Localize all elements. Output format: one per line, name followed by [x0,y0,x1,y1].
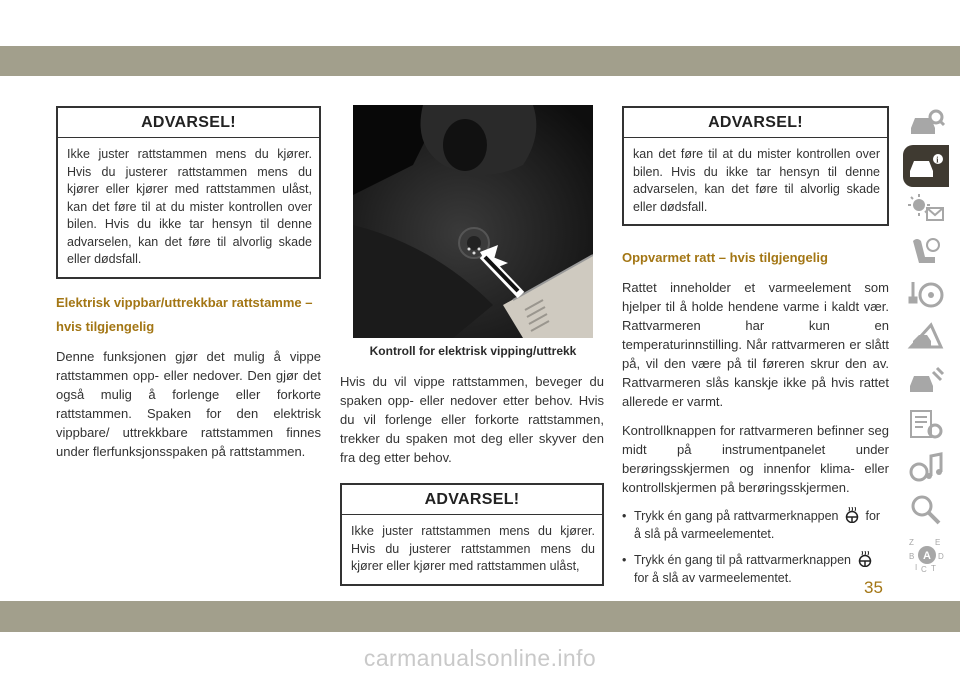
page-number: 35 [864,578,883,597]
header-band [0,46,960,76]
warning-body: Ikke juster rattstammen mens du kjører. Hvis du justerer rattstammen mens du kjører eller kjører med rattstammen ulåst, kan det føre til at du mister kontrollen over bilen. Hvis du ikke tar hensyn til denne advarselen, kan det føre til alvorlig skade eller dødsfall. [67,147,312,266]
car-magnifier-icon [907,106,945,140]
steering-wheel-heat-icon [857,551,873,567]
body-paragraph: Denne funksjonen gjør det mulig å vippe rattstammen opp- eller nedover. Den gjør det også mulig å forlenge eller forkorte rattstammen. Spaken for den elektrisk vippbare/ uttrekkbare rattstammen finnes under flerfunksjonsspaken på rattstammen. [56,348,321,459]
warning-box [622,106,889,226]
left-column [56,106,321,471]
section-heading: Elektrisk vippbar/uttrekkbar rattstamme – hvis tilgjengelig [56,294,313,334]
tab-technical-specifications[interactable] [903,403,949,445]
bullet-text: Trykk én gang på rattvarmerknappen [634,509,839,523]
body-paragraph: Rattet inneholder et varmeelement som hjelper til å holde hendene varme i kaldt vær. Rattvarmeren har kun en temperaturinnstilling. Når rattvarmeren er slått på, vil den være på til føreren skrur den av. Rattvarmeren slås kanskje ikke på hvis rattet allerede er varmt. [622,280,889,409]
warning-box [340,483,604,586]
svg-text:Z: Z [909,538,914,547]
warning-body: kan det føre til at du mister kontrollen over bilen. Hvis du ikke tar hensyn til denne advarselen, kan det føre til alvorlig skade eller dødsfall. [633,147,880,214]
svg-text:T: T [931,564,936,573]
section-heading: Oppvarmet ratt – hvis tilgjengelig [622,250,828,265]
svg-text:A: A [923,550,931,562]
seat-airbag-icon [907,235,945,269]
svg-text:B: B [909,552,915,561]
alphabet-index-icon [907,536,945,576]
steering-wheel-key-icon [907,278,945,312]
warning-title: ADVARSEL! [342,485,602,515]
body-paragraph: Kontrollknappen for rattvarmeren befinner seg midt på instrumentpanelet under berøringsskjermen og innenfor klima- eller kontrollskjermen på berøringsskjermen. [622,423,889,495]
tab-customer-assistance[interactable] [903,489,949,531]
tab-multimedia[interactable] [903,446,949,488]
bullet-text: Trykk én gang til på rattvarmerknappen [634,553,852,567]
tab-getting-to-know-vehicle[interactable] [903,145,949,187]
footer-band [0,601,960,632]
tab-servicing-maintenance[interactable] [903,360,949,402]
bullet-dot: • [622,509,627,523]
tab-vehicle-overview[interactable] [903,102,949,144]
music-note-icon [907,450,945,484]
warning-title: ADVARSEL! [58,108,319,138]
list-item [622,507,889,543]
svg-text:I: I [915,563,918,572]
bullet-dot: • [622,553,627,567]
tab-starting-operating[interactable] [903,274,949,316]
bullet-text: for å slå av varmeelementet. [634,571,792,585]
svg-text:C: C [921,565,927,574]
svg-text:i: i [936,155,939,165]
photo-caption: Kontroll for elektrisk vipping/uttrekk [369,344,577,358]
watermark: carmanualsonline.info [363,645,597,671]
list-item [622,551,889,587]
svg-text:E: E [935,538,941,547]
car-wrench-icon [907,364,945,398]
steering-column-photo [353,105,593,338]
warning-box [56,106,321,279]
spec-list-gear-icon [907,407,945,441]
svg-text:D: D [938,552,944,561]
right-column [622,106,889,595]
hazard-triangle-icon [907,321,945,355]
car-info-icon [907,149,945,183]
warning-title: ADVARSEL! [624,108,887,138]
bullet-text: for å slå på varmeelementet. [634,509,881,541]
body-paragraph: Hvis du vil vippe rattstammen, beveger du spaken opp- eller nedover etter behov. Hvis du vil forlenge eller forkorte rattstammen, trekker du spaken mot deg eller skyver den fra deg etter behov. [340,374,604,465]
tab-in-case-of-emergency[interactable] [903,317,949,359]
tab-index[interactable] [903,532,949,574]
warning-body: Ikke juster rattstammen mens du kjører. Hvis du justerer rattstammen mens du kjører eller kjører med rattstammen ulåst, [351,524,595,573]
tab-dashboard-lights[interactable] [903,188,949,230]
magnifier-icon [907,493,945,527]
middle-column [340,372,604,586]
tab-safety[interactable] [903,231,949,273]
steering-wheel-heat-icon [844,507,860,523]
warning-light-message-icon [907,192,945,226]
